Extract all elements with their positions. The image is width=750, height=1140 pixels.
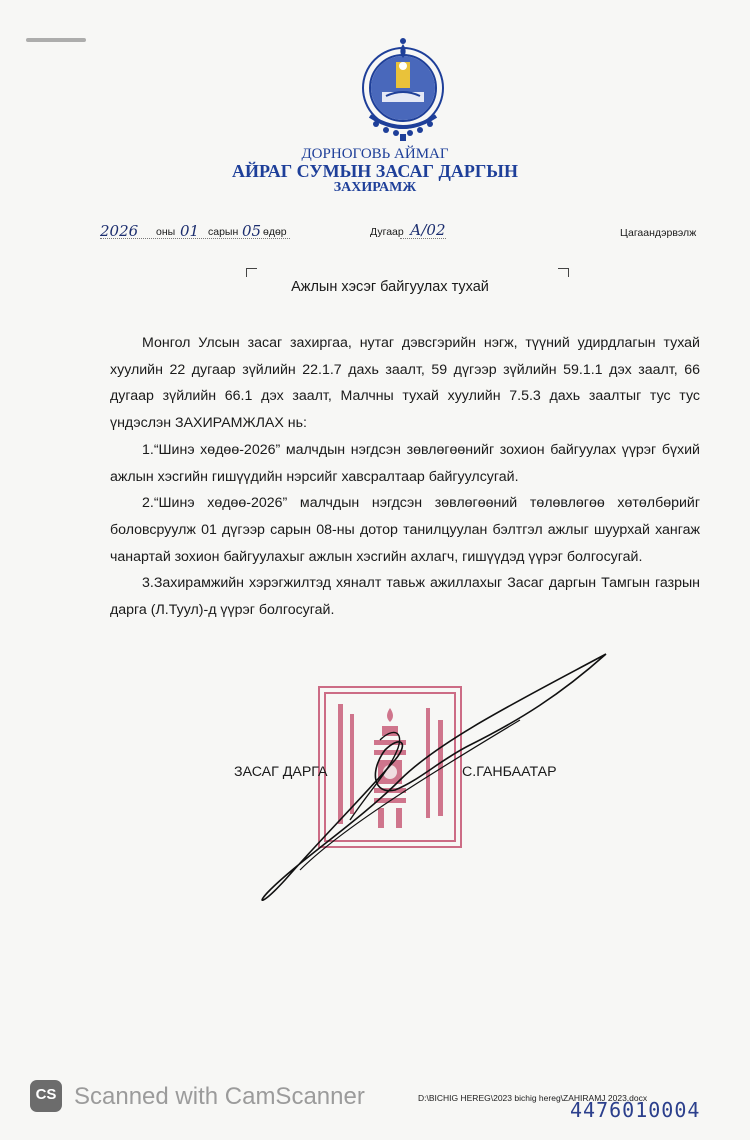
office-name: АЙРАГ СУМЫН ЗАСАГ ДАРГЫН: [232, 161, 518, 181]
paragraph-item-3: 3.Захирамжийн хэрэгжилтэд хяналт тавьж ажиллахыг Засаг даргын Тамгын газрын дарга (Л.Туул)-д үүрэг болгосугай.: [110, 575, 700, 619]
number-label: Дугаар: [370, 226, 404, 238]
document-body: [110, 330, 700, 624]
state-emblem-icon: [356, 36, 450, 142]
signer-name: С.ГАНБААТАР: [462, 764, 557, 780]
issue-place: Цагаандэрвэлж: [620, 227, 697, 239]
signer-title: ЗАСАГ ДАРГА: [234, 764, 328, 780]
date-year-suffix: оны: [156, 226, 176, 238]
province-name: ДОРНОГОВЬ АЙМАГ: [301, 146, 449, 162]
official-seal-icon: [316, 684, 464, 850]
paragraph-preamble: Монгол Улсын засаг захиргаа, нутаг дэвсгэрийн нэгж, түүний удирдлагын тухай хуулийн 22 дугаар зүйлийн 22.1.7 дахь заалт, 59 дүгээр зүйлийн 59.1.1 дэх заалт, 66 дугаар зүйлийн 66.1 дэх заалт, Малчны тухай хуулийн 7.5.3 дахь заалтыг тус тус үндэслэн ЗАХИРАМЖЛАХ нь:: [110, 335, 700, 432]
document-type: ЗАХИРАМЖ: [333, 180, 417, 195]
subject-corner-left: [246, 268, 257, 277]
date-month: 01: [180, 222, 200, 240]
date-year: 2026: [100, 222, 139, 240]
date-number-line: [100, 222, 700, 244]
document-number: А/02: [410, 221, 446, 239]
camscanner-logo-icon: [30, 1080, 62, 1112]
registration-number: 4476010004: [570, 1098, 701, 1122]
subject-corner-right: [558, 268, 569, 277]
paragraph-item-2: 2.“Шинэ хөдөө-2026” малчдын нэгдсэн зөвлөгөөний төлөвлөгөө хөтөлбөрийг боловсруулж 01 дүгээр сарын 08-ны дотор танилцуулан бэлтгэл ажлыг шуурхай хангаж чанартай зохион байгуулахыг ажлын хэсгийн ахлагч, гишүүдэд үүрэг болгосугай.: [110, 495, 700, 565]
scanner-watermark: Scanned with CamScanner: [74, 1083, 365, 1110]
date-month-suffix: сарын: [208, 226, 239, 238]
document-subject: Ажлын хэсэг байгуулах тухай: [291, 279, 489, 295]
scan-artifact: [26, 38, 86, 42]
paragraph-item-1: 1.“Шинэ хөдөө-2026” малчдын нэгдсэн зөвлөгөөнийг зохион байгуулах үүрэг бүхий ажлын хэсгийн гишүүдийн нэрсийг хавсралтаар байгуулсугай.: [110, 441, 700, 485]
camscanner-logo-text: CS: [35, 1086, 57, 1103]
date-day: 05: [242, 222, 262, 240]
file-path: D:\BICHIG HEREG\2023 bichig hereg\ZAHIRAMJ 2023.docx: [418, 1093, 648, 1103]
date-day-suffix: өдөр: [263, 226, 287, 238]
